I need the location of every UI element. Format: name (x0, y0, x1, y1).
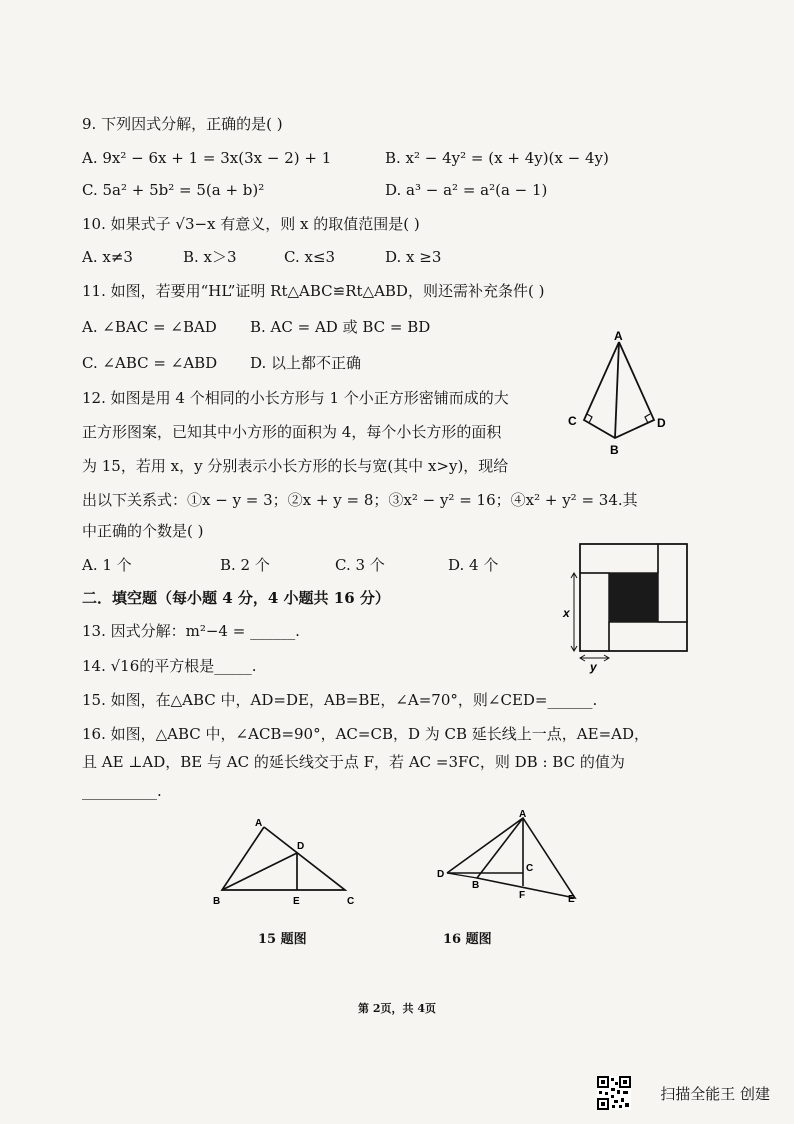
figure-16-caption: 16 题图 (443, 932, 492, 947)
label-f: F (519, 890, 526, 901)
figure-lines (447, 818, 575, 898)
label-c: C (347, 896, 355, 907)
q11-option-a: A. ∠BAC = ∠BAD (82, 318, 217, 336)
label-b: B (610, 443, 619, 457)
q12-option-a: A. 1 个 (82, 556, 132, 574)
label-y: y (590, 660, 597, 674)
small-rect-bottom (609, 622, 687, 651)
q12-line-2: 正方形图案，已知其中小方形的面积为 4，每个小长方形的面积 (82, 423, 502, 441)
label-d: D (657, 416, 666, 430)
q10-option-c: C. x≤3 (284, 248, 336, 266)
label-d: D (437, 869, 445, 880)
small-rect-left (580, 573, 609, 651)
q11-option-d: D. 以上都不正确 (250, 354, 362, 372)
q9-stem: 9. 下列因式分解，正确的是( ) (82, 115, 283, 133)
q12-line-3: 为 15，若用 x，y 分别表示小长方形的长与宽(其中 x>y)，现给 (82, 457, 509, 475)
q12-option-c: C. 3 个 (335, 556, 385, 574)
small-rect-top (580, 544, 658, 573)
label-e: E (293, 896, 300, 907)
q9-option-c: C. 5a² + 5b² = 5(a + b)² (82, 181, 265, 199)
label-b: B (472, 880, 480, 891)
q12-line-4: 出以下关系式：①x − y = 3；②x + y = 8；③x² − y² = 16；④x² + y² = 34.其 (82, 491, 638, 509)
label-b: B (213, 896, 221, 907)
q16-line-1: 16. 如图，△ABC 中，∠ACB=90°，AC=CB，D 为 CB 延长线上一点，AE=AD， (82, 725, 650, 743)
q16-line-3: __________. (82, 782, 162, 800)
label-c: C (568, 414, 577, 428)
figure-q12 (560, 540, 692, 674)
figure-q11 (560, 330, 670, 458)
kite-diagonal-ab (615, 342, 619, 438)
label-a: A (614, 330, 623, 343)
q12-option-b: B. 2 个 (220, 556, 270, 574)
figure-q16 (435, 808, 585, 908)
q11-option-b: B. AC = AD 或 BC = BD (250, 318, 431, 336)
q9-option-b: B. x² − 4y² = (x + 4y)(x − 4y) (385, 149, 609, 167)
q14-stem: 14. √16的平方根是_____. (82, 657, 257, 675)
small-square-center (609, 573, 658, 622)
section-fill-in-title: 二．填空题（每小题 4 分，4 小题共 16 分） (82, 589, 390, 607)
q15-stem: 15. 如图，在△ABC 中，AD=DE，AB=BE，∠A=70°，则∠CED=______. (82, 691, 598, 709)
label-d: D (297, 841, 305, 852)
q13-stem: 13. 因式分解：m²−4 = ______. (82, 622, 300, 640)
q11-stem: 11. 如图，若要用“HL”证明 Rt△ABC≌Rt△ABD，则还需补充条件( ) (82, 282, 545, 300)
figure-q15 (205, 815, 365, 911)
q9-option-a: A. 9x² − 6x + 1 = 3x(3x − 2) + 1 (82, 149, 332, 167)
q12-line-5: 中正确的个数是( ) (82, 522, 204, 540)
small-rect-right (658, 544, 687, 622)
q10-option-d: D. x ≥3 (385, 248, 442, 266)
label-c: C (526, 863, 534, 874)
q10-option-b: B. x＞3 (183, 248, 237, 266)
figure-15-caption: 15 题图 (258, 932, 307, 947)
q11-option-c: C. ∠ABC = ∠ABD (82, 354, 218, 372)
segment-bd (222, 853, 297, 890)
qr-code-icon (597, 1076, 631, 1110)
label-a: A (519, 809, 527, 820)
label-a: A (255, 818, 263, 829)
q16-line-2: 且 AE ⊥AD，BE 与 AC 的延长线交于点 F，若 AC =3FC，则 DB : BC 的值为 (82, 753, 625, 771)
q10-stem: 10. 如果式子 √3−x 有意义，则 x 的取值范围是( ) (82, 215, 420, 233)
scanner-watermark: 扫描全能王 创建 (660, 1085, 770, 1103)
q9-option-d: D. a³ − a² = a²(a − 1) (385, 181, 548, 199)
q12-line-1: 12. 如图是用 4 个相同的小长方形与 1 个小正方形密铺而成的大 (82, 389, 509, 407)
label-e: E (568, 894, 575, 905)
label-x: x (563, 606, 570, 620)
q10-option-a: A. x≠3 (82, 248, 133, 266)
q12-option-d: D. 4 个 (448, 556, 499, 574)
page-footer: 第 2页，共 4页 (358, 1002, 436, 1015)
